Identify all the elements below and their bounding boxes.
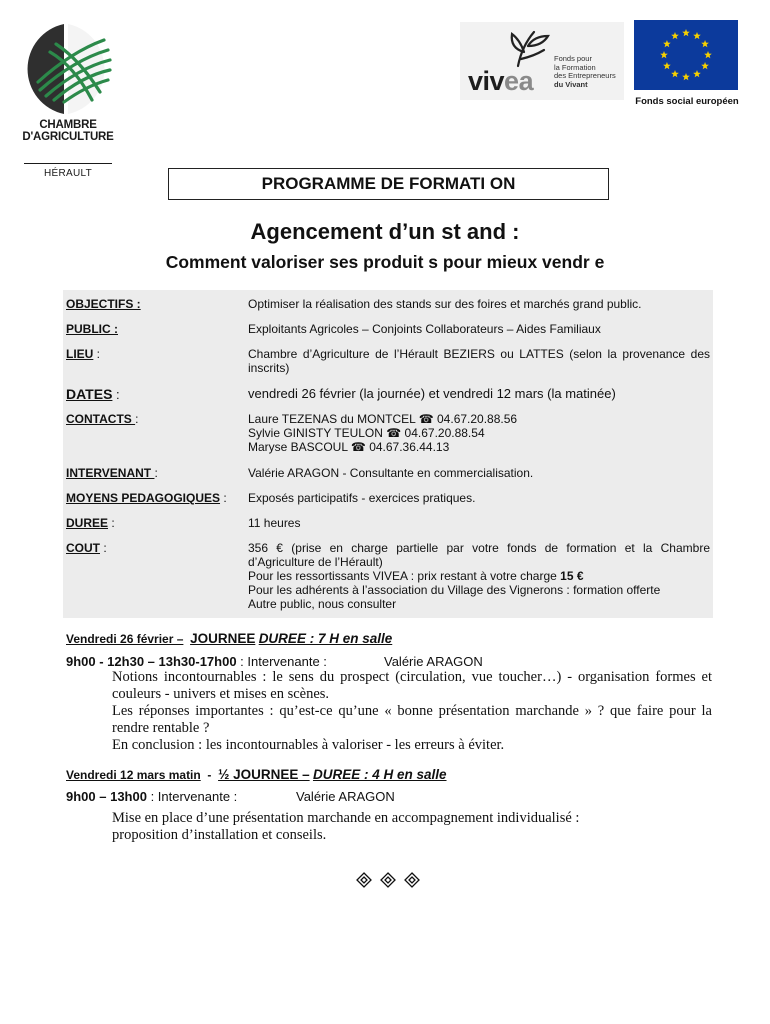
eu-star bbox=[704, 51, 712, 58]
day2-heading bbox=[66, 767, 447, 782]
vivea-tag-line: la Formation bbox=[554, 62, 596, 72]
day1-intervenant: Valérie ARAGON bbox=[384, 654, 483, 669]
cout-line: Pour les ressortissants VIVEA : prix restant à votre charge bbox=[248, 569, 557, 583]
label-suffix: : bbox=[220, 491, 227, 505]
label-suffix: : bbox=[108, 516, 115, 530]
chambre-emblem-icon bbox=[16, 22, 116, 117]
value-intervenant: Valérie ARAGON - Consultante en commercialisation. bbox=[248, 466, 534, 480]
day2-duree: DUREE : 4 H en salle bbox=[312, 767, 447, 782]
day1-paragraph: Notions incontournables : le sens du prospect (circulation, vue toucher…) - organisation formes et couleurs - univers et mises en scènes. bbox=[112, 669, 712, 702]
cout-line: Autre public, nous consulter bbox=[248, 597, 397, 611]
label-duree: DUREE bbox=[66, 516, 109, 530]
day1-schedule bbox=[66, 654, 327, 669]
day1-paragraph: Les réponses importantes : qu’est-ce qu’une « bonne présentation marchande » ? que faire pour la rendre rentable ? bbox=[112, 703, 712, 736]
end-marks bbox=[355, 871, 425, 891]
label-suffix: : bbox=[112, 387, 120, 402]
vivea-leaf-icon bbox=[504, 26, 554, 68]
diamond-bullet-icon bbox=[355, 871, 425, 891]
contact-line: Laure TEZENAS du MONTCEL ☎ 04.67.20.88.56 bbox=[248, 412, 518, 426]
eu-caption: Fonds social européen bbox=[635, 96, 739, 107]
value-lieu: Chambre d’Agriculture de l’Hérault BEZIERS ou LATTES (selon la provenance des inscrits) bbox=[248, 347, 710, 375]
cout-price: 15 € bbox=[560, 569, 584, 583]
day2-schedule bbox=[66, 789, 237, 804]
day2-times: 9h00 – 13h00 bbox=[66, 789, 147, 804]
label-suffix: : bbox=[100, 541, 107, 555]
chambre-agriculture-logo bbox=[16, 22, 116, 179]
vivea-tag-line: du Vivant bbox=[554, 79, 588, 89]
day2-interv-label: : Intervenante : bbox=[146, 789, 238, 804]
day1-duree: DUREE : 7 H en salle bbox=[258, 631, 393, 646]
vivea-word-b: ea bbox=[504, 66, 534, 96]
day2-journee: ½ JOURNEE – bbox=[218, 767, 310, 782]
day1-paragraph: En conclusion : les incontournables à valoriser - les erreurs à éviter. bbox=[112, 737, 505, 753]
program-title: PROGRAMME DE FORMATI ON bbox=[168, 168, 609, 200]
day1-date: Vendredi 26 février – bbox=[66, 632, 184, 646]
value-moyens: Exposés participatifs - exercices pratiques. bbox=[248, 491, 476, 505]
cout-line: 356 € (prise en charge partielle par votre fonds de formation et la Chambre d’Agriculture de l’Hérault) bbox=[248, 541, 710, 569]
label-suffix: : bbox=[93, 347, 101, 361]
day2-intervenant: Valérie ARAGON bbox=[296, 789, 395, 804]
day1-content bbox=[112, 669, 712, 754]
vivea-tag-line: Fonds pour bbox=[554, 54, 592, 63]
day1-journee: JOURNEE bbox=[190, 631, 256, 646]
label-contacts: CONTACTS bbox=[66, 412, 136, 426]
eu-star bbox=[701, 62, 709, 69]
eu-star bbox=[660, 51, 668, 58]
value-dates: vendredi 26 février (la journée) et vendredi 12 mars (la matinée) bbox=[248, 386, 616, 401]
vivea-logo bbox=[460, 22, 624, 100]
vivea-word-a: viv bbox=[468, 66, 505, 96]
value-objectifs: Optimiser la réalisation des stands sur des foires et marchés grand public. bbox=[248, 297, 642, 311]
label-moyens: MOYENS PEDAGOGIQUES bbox=[66, 491, 221, 505]
info-table bbox=[63, 290, 713, 618]
label-dates: DATES bbox=[66, 386, 113, 402]
eu-stars-icon bbox=[634, 20, 738, 90]
label-suffix: : bbox=[135, 412, 139, 426]
label-cout: COUT bbox=[66, 541, 100, 555]
label-objectifs: OBJECTIFS : bbox=[66, 297, 141, 311]
main-title: Agencement d’un st and : bbox=[250, 219, 520, 244]
contact-line: Maryse BASCOUL ☎ 04.67.36.44.13 bbox=[248, 440, 450, 454]
day2-date: Vendredi 12 mars matin bbox=[66, 768, 201, 782]
eu-flag bbox=[634, 20, 738, 90]
value-public: Exploitants Agricoles – Conjoints Collaborateurs – Aides Familiaux bbox=[248, 322, 601, 336]
eu-star bbox=[693, 32, 701, 39]
vivea-tag-line: des Entrepreneurs bbox=[554, 71, 616, 81]
chambre-line1: CHAMBRE bbox=[39, 119, 97, 131]
eu-star bbox=[693, 70, 701, 77]
vivea-tagline bbox=[554, 55, 616, 89]
eu-star bbox=[682, 73, 690, 80]
eu-star bbox=[671, 70, 679, 77]
chambre-line2: D'AGRICULTURE bbox=[22, 131, 114, 143]
eu-star bbox=[701, 40, 709, 47]
day1-interv-label: : Intervenante : bbox=[236, 654, 327, 669]
day1-heading bbox=[66, 631, 392, 646]
sub-title: Comment valoriser ses produit s pour mieux vendr e bbox=[165, 252, 605, 272]
label-public: PUBLIC : bbox=[66, 322, 118, 336]
eu-star bbox=[663, 62, 671, 69]
eu-star bbox=[663, 40, 671, 47]
value-duree: 11 heures bbox=[248, 516, 301, 530]
label-lieu: LIEU bbox=[66, 347, 94, 361]
contact-line: Sylvie GINISTY TEULON ☎ 04.67.20.88.54 bbox=[248, 426, 485, 440]
cout-line: Pour les adhérents à l’association du Village des Vignerons : formation offerte bbox=[248, 583, 661, 597]
chambre-line3: HÉRAULT bbox=[43, 168, 93, 179]
eu-star bbox=[671, 32, 679, 39]
vivea-wordmark bbox=[468, 66, 533, 97]
eu-star bbox=[682, 29, 690, 36]
label-suffix: : bbox=[154, 466, 158, 480]
label-intervenant: INTERVENANT bbox=[66, 466, 155, 480]
day2-content: Mise en place d’une présentation marchande en accompagnement individualisé : proposition d’installation et conseils. bbox=[112, 810, 580, 843]
day1-times: 9h00 - 12h30 – 13h30-17h00 bbox=[66, 654, 237, 669]
chambre-divider bbox=[24, 163, 112, 164]
day2-sep: - bbox=[200, 768, 219, 782]
